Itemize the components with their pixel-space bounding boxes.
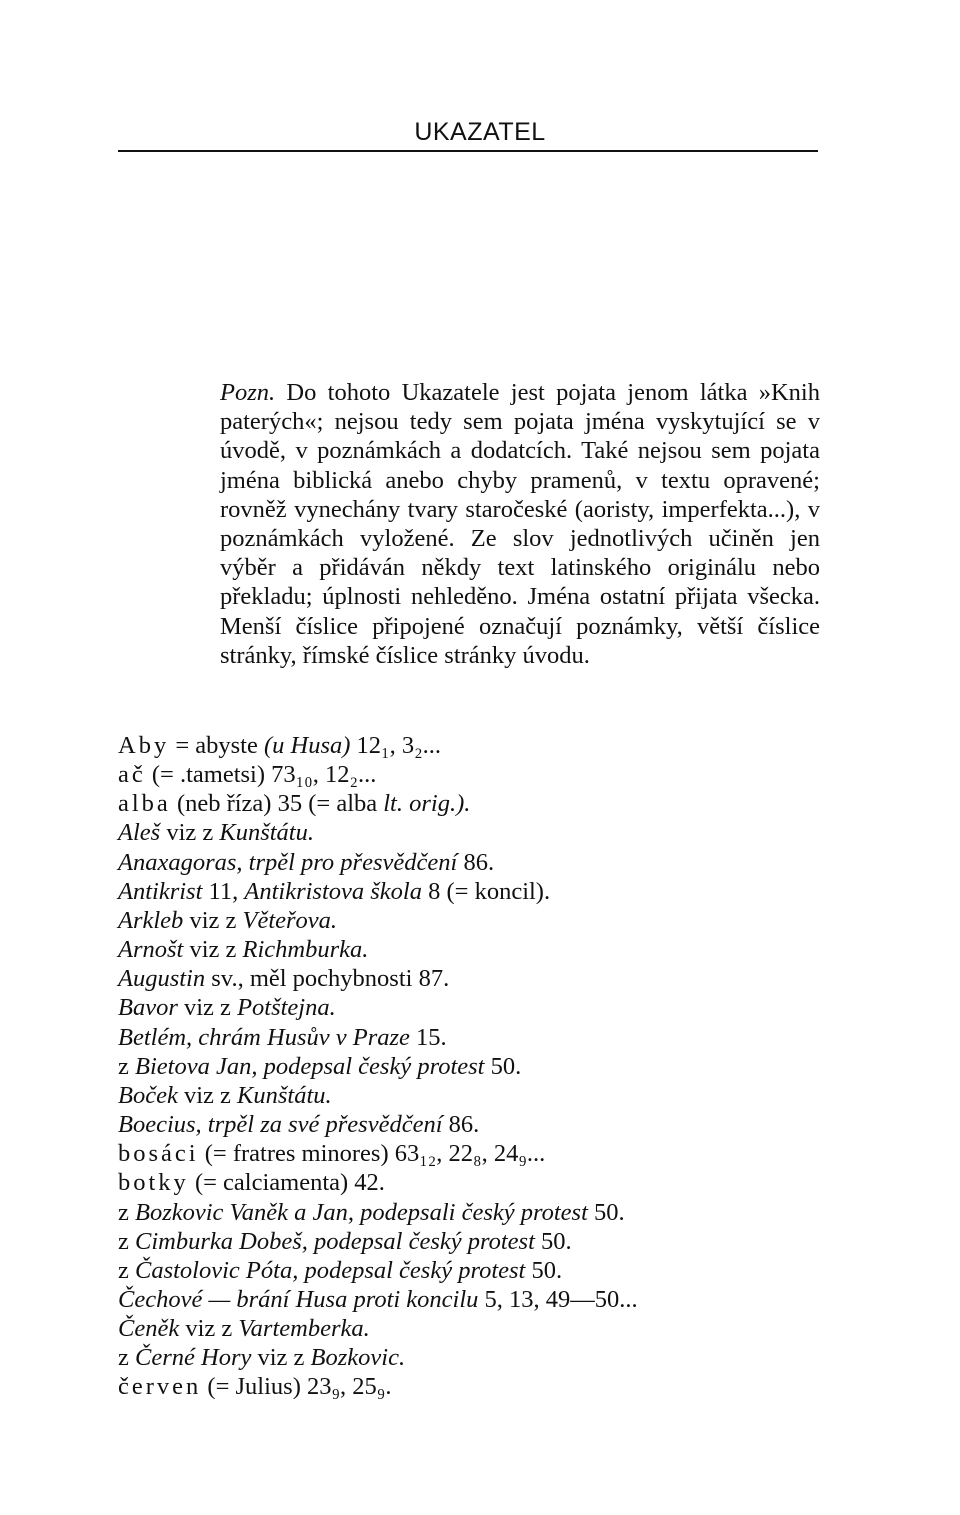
entry-segment: 8 (= koncil). (421, 877, 551, 905)
index-entry (118, 1110, 838, 1139)
index-entry (118, 1343, 838, 1372)
entry-segment: Antikristova škola (244, 877, 422, 905)
index-entry (118, 760, 838, 789)
index-entry (118, 906, 838, 935)
entry-segment: viz z (160, 819, 220, 847)
entry-segment: (= fratres minores) 63₁₂, 22₈, 24₉... (198, 1140, 546, 1168)
entry-segment: Potštejna. (237, 994, 336, 1022)
index-entry (118, 1198, 838, 1227)
entry-segment: (u Husa) (264, 732, 351, 759)
index-entry (118, 1023, 838, 1052)
entry-segment: 50. (534, 1227, 572, 1255)
index-entry (118, 1256, 838, 1285)
entry-segment: z (118, 1344, 135, 1372)
entry-segment: viz z (251, 1344, 311, 1372)
index-entry (118, 1052, 838, 1081)
index-entry (118, 1285, 838, 1314)
entry-segment: (= Julius) 23₉, 25₉. (201, 1373, 392, 1401)
entry-segment: viz z (183, 906, 243, 934)
index-entry (118, 1372, 838, 1401)
index-entry (118, 993, 838, 1022)
entry-segment: Aby (118, 732, 170, 759)
entry-segment: Bietova Jan, podepsal český protest (135, 1052, 485, 1080)
entry-segment: Richmburka. (242, 936, 369, 964)
index-entry (118, 789, 838, 818)
entry-segment: Arkleb (118, 906, 184, 934)
entry-segment: 86. (442, 1111, 480, 1139)
entry-segment: viz z (177, 1081, 238, 1109)
index-entry (118, 964, 838, 993)
index-entries (118, 731, 838, 1402)
entry-segment: Cimburka Dobeš, podepsal český protest (135, 1227, 535, 1255)
entry-segment: z (118, 1052, 135, 1080)
entry-segment: Čeněk (118, 1315, 180, 1343)
page-title: UKAZATEL (414, 118, 546, 146)
entry-segment: lt. orig.). (383, 790, 471, 818)
entry-segment: Betlém, chrám Husův v Praze (118, 1023, 410, 1051)
entry-segment: viz z (183, 936, 243, 964)
index-entry (118, 935, 838, 964)
entry-segment: (= .tametsi) 73₁₀, 12₂... (145, 761, 377, 789)
entry-segment: = abyste (169, 732, 264, 759)
entry-segment: 50. (525, 1256, 563, 1284)
entry-segment: Kunštátu. (219, 819, 314, 847)
entry-segment: Čechové — brání Husa proti koncilu (118, 1285, 479, 1313)
note-lead: Pozn. (220, 379, 276, 406)
index-entry (118, 1139, 838, 1168)
index-entry (118, 731, 838, 760)
entry-segment: 5, 13, 49—50... (478, 1285, 638, 1313)
entry-segment: bosáci (118, 1140, 199, 1168)
entry-segment: Bozkovic Vaněk a Jan, podepsali český protest (135, 1198, 588, 1226)
entry-segment: Boček (118, 1081, 178, 1109)
entry-segment: (neb říza) 35 (= alba (170, 790, 384, 818)
entry-segment: Augustin (118, 965, 206, 993)
index-entry (118, 848, 838, 877)
index-entry (118, 818, 838, 847)
entry-segment: 12₁, 3₂... (350, 732, 442, 759)
entry-segment: Černé Hory (135, 1344, 252, 1372)
entry-segment: viz z (179, 1315, 239, 1343)
entry-segment: viz z (177, 994, 238, 1022)
entry-segment: sv., měl pochybnosti 87. (205, 965, 450, 993)
index-entry (118, 877, 838, 906)
entry-segment: 50. (484, 1052, 522, 1080)
index-entry (118, 1227, 838, 1256)
entry-segment: z (118, 1198, 135, 1226)
entry-segment: botky (118, 1169, 189, 1197)
index-entry (118, 1314, 838, 1343)
editorial-note (220, 378, 820, 670)
index-entry (118, 1168, 838, 1197)
entry-segment: Arnošt (118, 936, 184, 964)
entry-segment: ač (118, 761, 146, 789)
entry-segment: 11, (202, 877, 245, 905)
index-entry (118, 1081, 838, 1110)
entry-segment: 50. (587, 1198, 625, 1226)
entry-segment: alba (118, 790, 171, 818)
entry-segment: Bavor (118, 994, 178, 1022)
entry-segment: 15. (409, 1023, 447, 1051)
entry-segment: Věteřova. (242, 906, 338, 934)
entry-segment: Antikrist (118, 877, 203, 905)
entry-segment: Anaxagoras, trpěl pro přesvědčení (118, 848, 458, 876)
entry-segment: Kunštátu. (237, 1081, 332, 1109)
entry-segment: Častolovic Póta, podepsal český protest (135, 1256, 526, 1284)
entry-segment: červen (118, 1373, 202, 1401)
entry-segment: Aleš (118, 819, 161, 847)
entry-segment: z (118, 1227, 135, 1255)
entry-segment: (= calciamenta) 42. (188, 1169, 385, 1197)
title-rule (118, 150, 818, 152)
entry-segment: Boecius, trpěl za své přesvědčení (118, 1111, 443, 1139)
note-text: Do tohoto Ukazatele jest pojata jenom látka »Knih paterých«; nejsou tedy sem pojata jména vyskytující se v úvodě, v poznámkách a dodatcích. Také nejsou sem pojata jména biblická anebo chyby pramenů, v textu opravené; rovněž vynechány tvary staročeské (aoristy, imperfekta...), v poznámkách vyložené. Ze slov jednotlivých učiněn jen výběr a přidáván někdy text latinského originálu nebo překladu; úplnosti nehleděno. Jména ostatní přijata všecka. Menší číslice připojené označují poznámky, větší číslice stránky, římské číslice stránky úvodu. (220, 379, 820, 669)
entry-segment: Bozkovic. (310, 1344, 406, 1372)
entry-segment: Vartemberka. (238, 1315, 370, 1343)
entry-segment: z (118, 1256, 135, 1284)
entry-segment: 86. (457, 848, 495, 876)
